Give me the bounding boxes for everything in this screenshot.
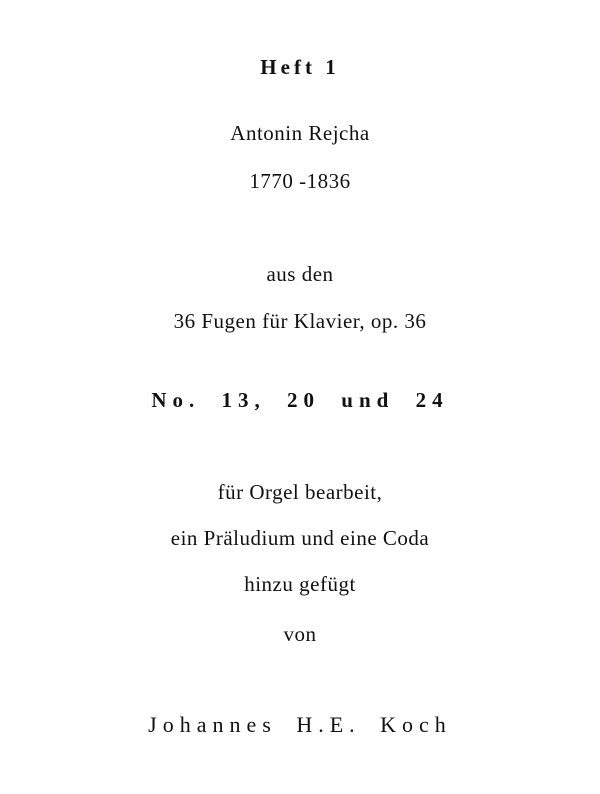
fugue-numbers: No. 13, 20 und 24: [151, 388, 449, 412]
source-work: 36 Fugen für Klavier, op. 36: [173, 309, 427, 333]
arrangement-line-1: für Orgel bearbeit,: [217, 480, 383, 504]
source-intro: aus den: [266, 262, 334, 286]
volume-heading: Heft 1: [260, 55, 340, 79]
by-word: von: [283, 622, 317, 646]
arrangement-line-3: hinzu gefügt: [244, 572, 356, 596]
composer-dates: 1770 -1836: [249, 169, 351, 193]
arranger-name: Johannes H.E. Koch: [148, 712, 452, 737]
arrangement-line-2: ein Präludium und eine Coda: [170, 526, 430, 550]
composer-name: Antonin Rejcha: [230, 121, 370, 145]
